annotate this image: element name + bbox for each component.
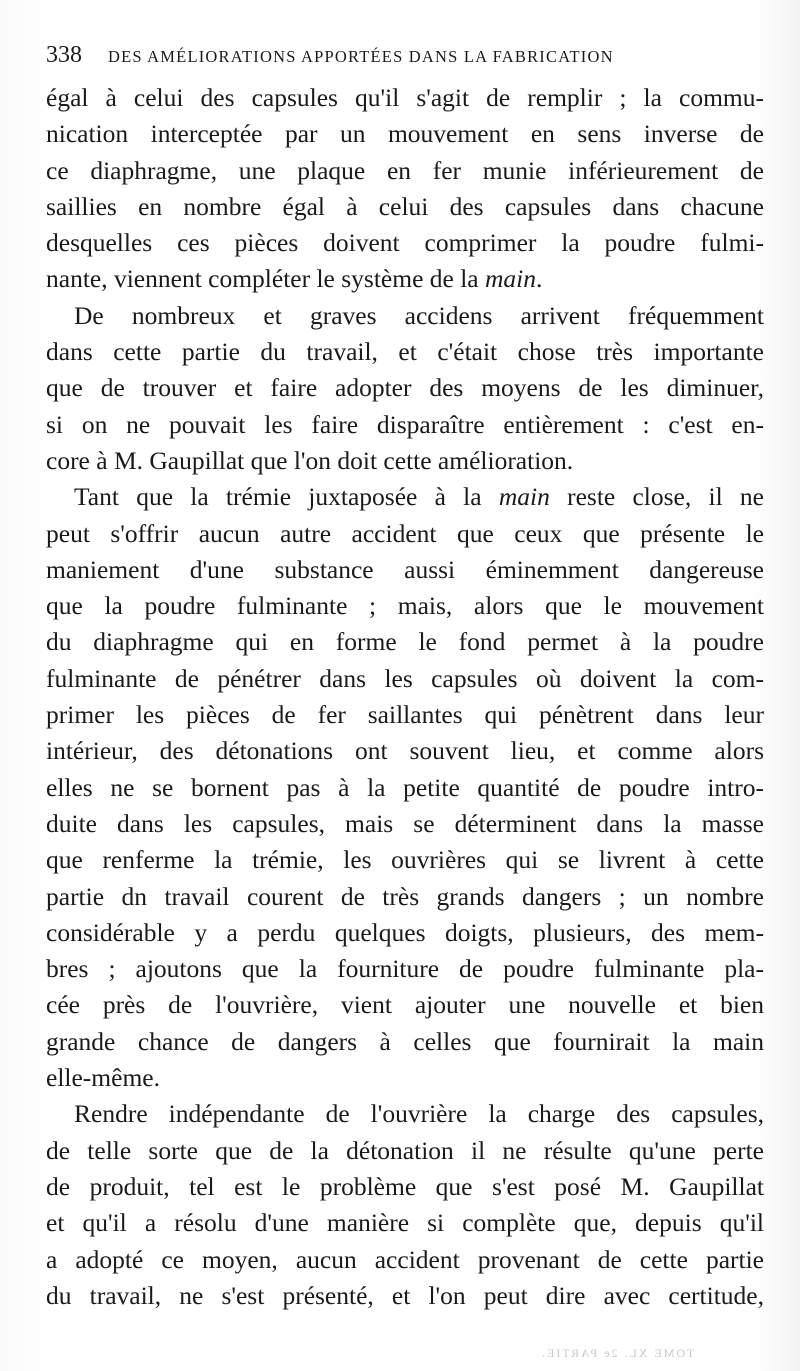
text-line: elles ne se bornent pas à la petite quantité de poudre intro- [46, 772, 764, 802]
paragraph-3 [46, 479, 764, 1096]
text-line: de telle sorte que de la détonation il ne résulte qu'une perte [46, 1135, 764, 1165]
text-line: desquelles ces pièces doivent comprimer la poudre fulmi- [46, 228, 764, 258]
paragraph-4 [46, 1096, 764, 1314]
text-line: primer les pièces de fer saillantes qui pénètrent dans leur [46, 700, 764, 730]
text-line: saillies en nombre égal à celui des capsules dans chacune [46, 191, 764, 221]
text-line: que la poudre fulminante ; mais, alors que le mouvement [46, 591, 764, 621]
text-line: que de trouver et faire adopter des moyens de les diminuer, [46, 373, 764, 403]
running-head: DES AMÉLIORATIONS APPORTÉES DANS LA FABRICATION [108, 47, 614, 66]
paragraph-1 [46, 80, 764, 298]
text-line: si on ne pouvait les faire disparaître entièrement : c'est en- [46, 409, 764, 439]
text-line: fulminante de pénétrer dans les capsules où doivent la com- [46, 663, 764, 693]
text-line: ce diaphragme, une plaque en fer munie inférieurement de [46, 155, 764, 185]
text-line: maniement d'une substance aussi éminemment dangereuse [46, 554, 764, 584]
text-line: a adopté ce moyen, aucun accident provenant de cette partie [46, 1244, 764, 1274]
text-line: et qu'il a résolu d'une manière si complète que, depuis qu'il [46, 1208, 764, 1238]
text-line: duite dans les capsules, mais se déterminent dans la masse [46, 808, 764, 838]
page-number: 338 [46, 42, 82, 68]
text-line: Tant que la trémie juxtaposée à la main reste close, il ne [74, 482, 764, 512]
text-line: core à M. Gaupillat que l'on doit cette amélioration. [46, 445, 574, 475]
text-line: nante, viennent compléter le système de la main. [46, 264, 543, 294]
text-line: bres ; ajoutons que la fourniture de poudre fulminante pla- [46, 954, 764, 984]
text-line: que renferme la trémie, les ouvrières qui se livrent à cette [46, 845, 764, 875]
text-line: dans cette partie du travail, et c'était chose très importante [46, 337, 764, 367]
text-line: De nombreux et graves accidens arrivent fréquemment [74, 300, 764, 330]
page-header [46, 42, 764, 76]
text-line: peut s'offrir aucun autre accident que ceux que présente le [46, 518, 764, 548]
text-line: cée près de l'ouvrière, vient ajouter une nouvelle et bien [46, 990, 764, 1020]
paragraph-2 [46, 298, 764, 479]
text-line: du diaphragme qui en forme le fond permet à la poudre [46, 627, 764, 657]
text-line: de produit, tel est le problème que s'est posé M. Gaupillat [46, 1171, 764, 1201]
text-line: elle-même. [46, 1063, 160, 1093]
text-line: grande chance de dangers à celles que fournirait la main [46, 1026, 764, 1056]
bleed-through-signature: TOME XL. 2e PARTIE. [540, 1346, 695, 1360]
page-body [46, 80, 764, 1314]
text-line: intérieur, des détonations ont souvent lieu, et comme alors [46, 736, 764, 766]
text-line: Rendre indépendante de l'ouvrière la charge des capsules, [74, 1099, 764, 1129]
text-line: du travail, ne s'est présenté, et l'on peut dire avec certitude, [46, 1280, 764, 1310]
text-line: égal à celui des capsules qu'il s'agit de remplir ; la commu- [46, 83, 764, 112]
text-line: partie dn travail courent de très grands dangers ; un nombre [46, 881, 764, 911]
text-line: considérable y a perdu quelques doigts, plusieurs, des mem- [46, 917, 764, 947]
text-line: nication interceptée par un mouvement en sens inverse de [46, 119, 764, 149]
